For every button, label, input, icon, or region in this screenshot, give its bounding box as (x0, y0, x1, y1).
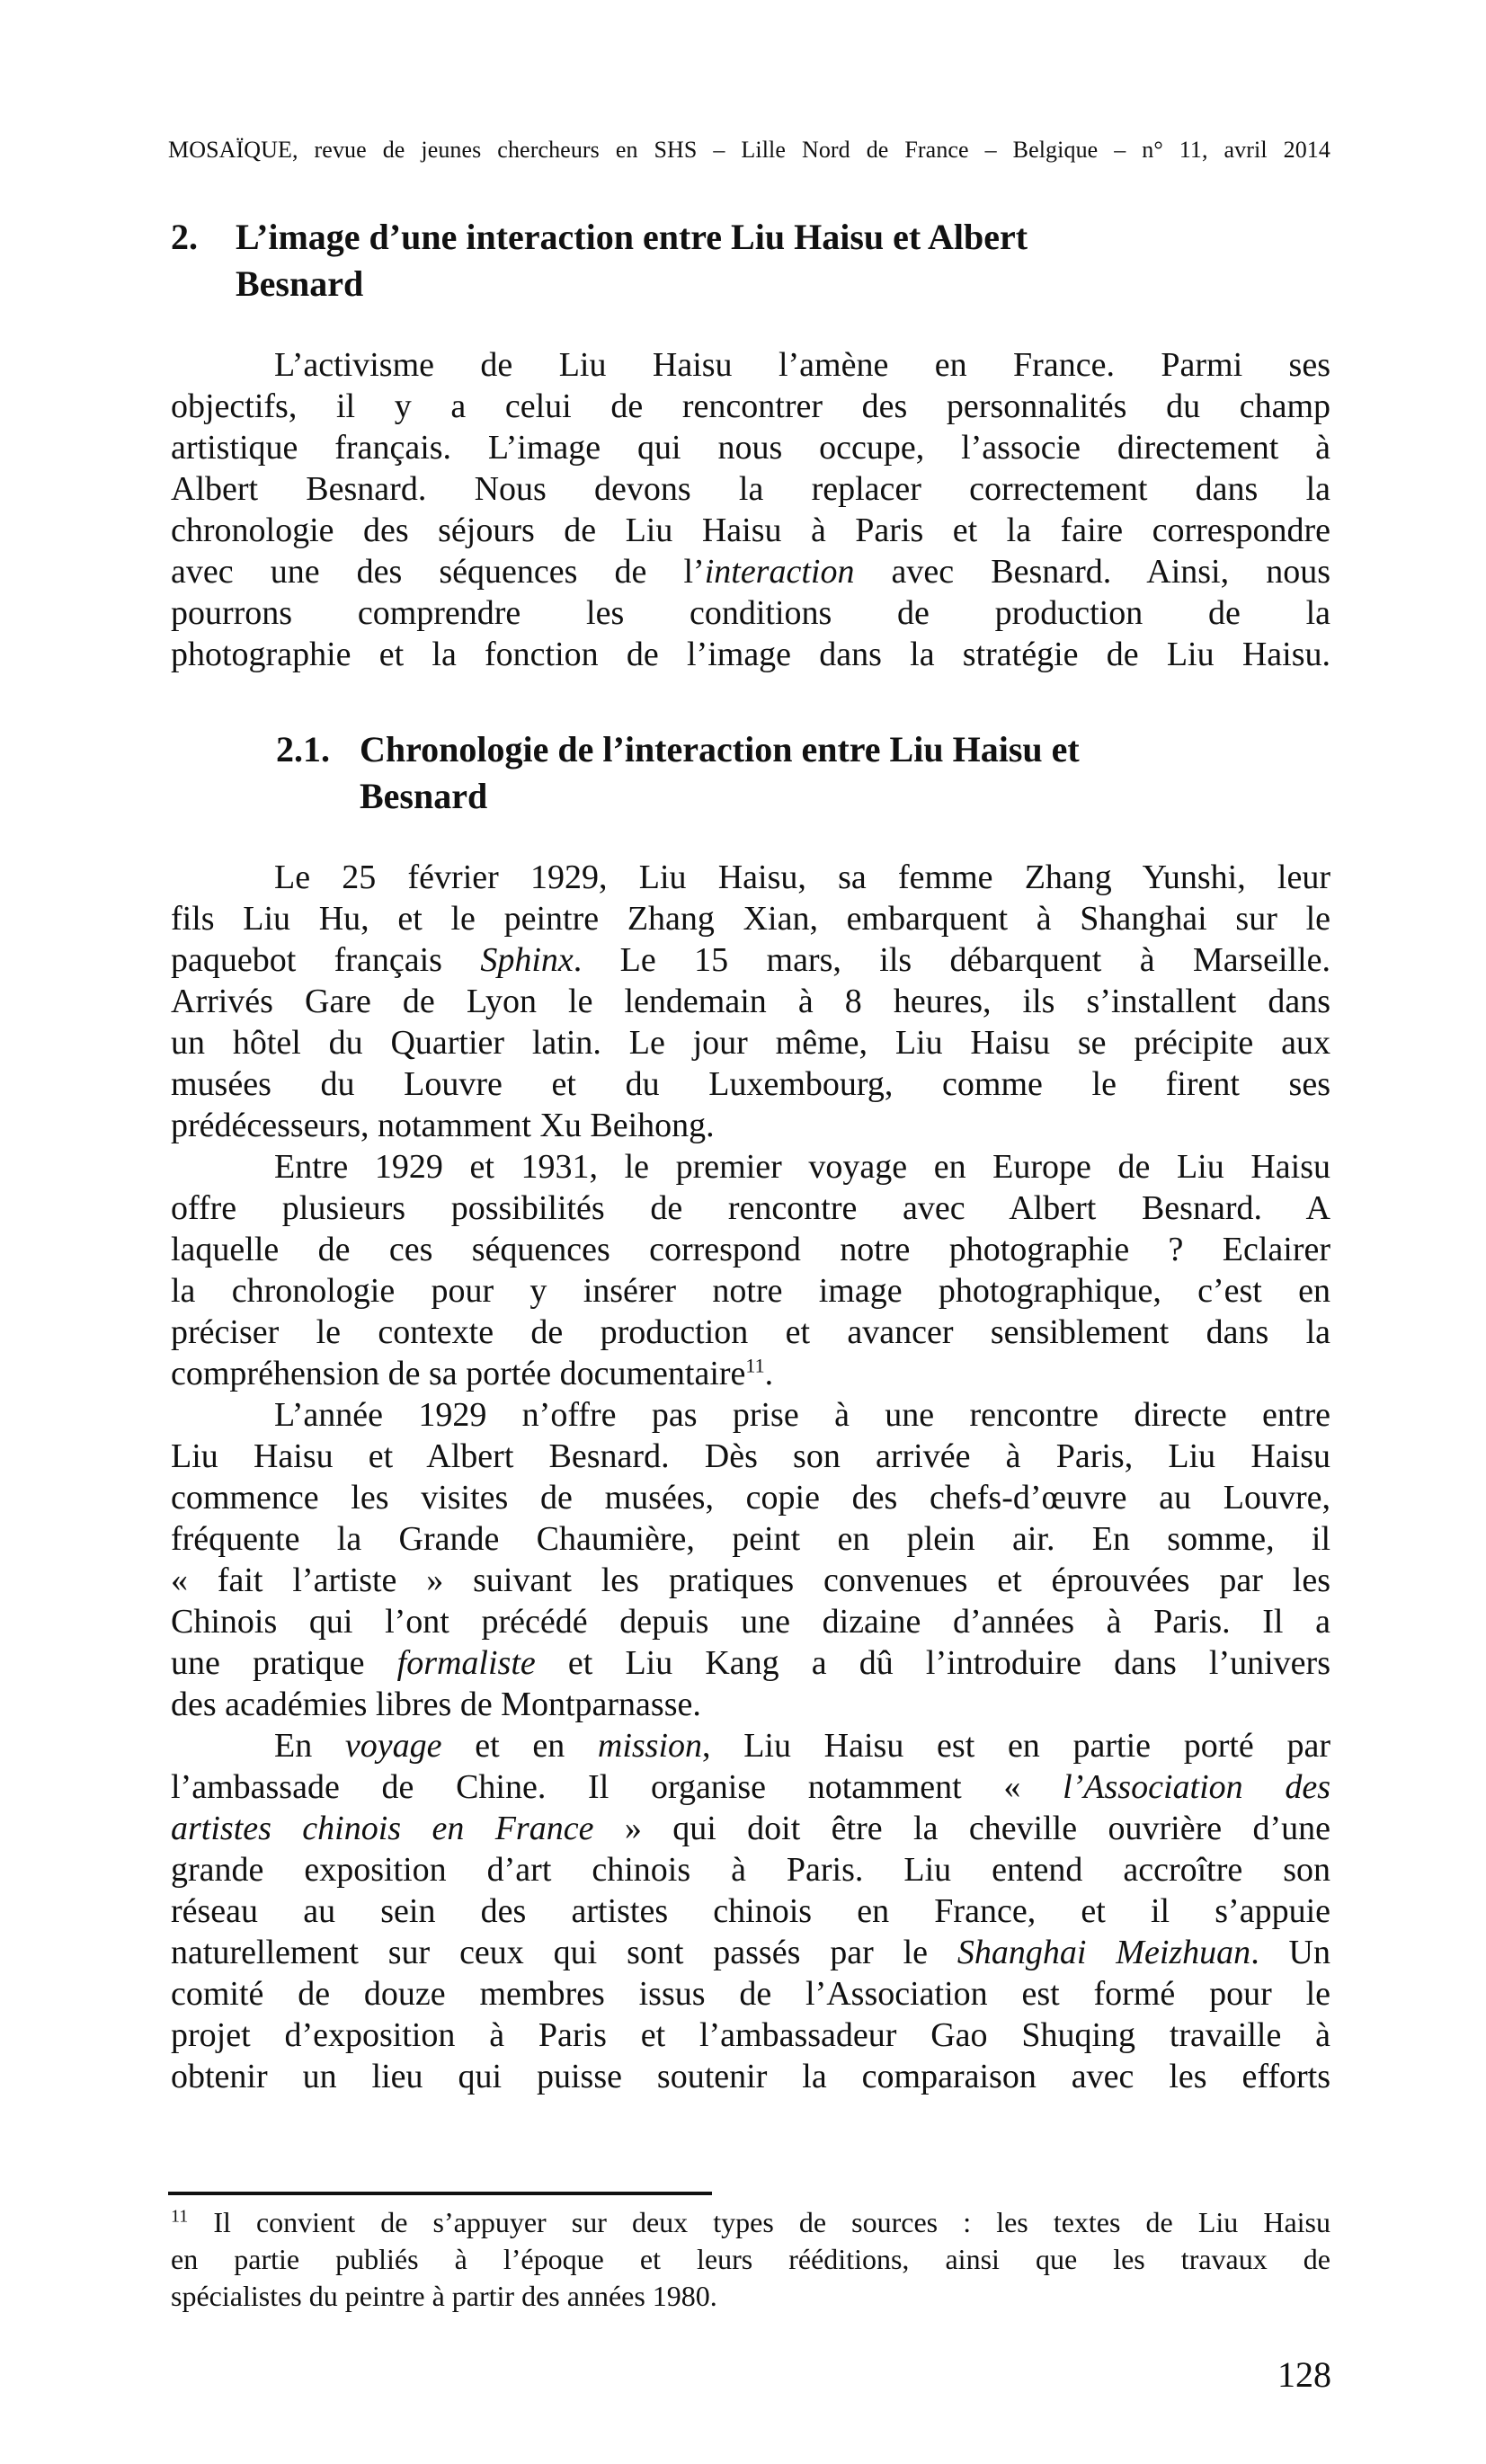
text-line (171, 1766, 1330, 1808)
section-title-line: Chronologie de l’interaction entre Liu Haisu et (360, 729, 1080, 769)
text-span: En (274, 1727, 345, 1765)
text-line: grande exposition d’art chinois à Paris. Liu entend accroître son (171, 1851, 1330, 1889)
text-span: une pratique (171, 1644, 397, 1682)
text-line: Albert Besnard. Nous devons la replacer correctement dans la (171, 470, 1330, 508)
text-line: Chinois qui l’ont précédé depuis une dizaine d’années à Paris. Il a (171, 1603, 1330, 1641)
italic-term: l’Association des (1063, 1768, 1330, 1806)
text-line: la chronologie pour y insérer notre image photographique, c’est en (171, 1272, 1330, 1310)
text-line (171, 1808, 1330, 1849)
text-line: projet d’exposition à Paris et l’ambassadeur Gao Shuqing travaille à (171, 2016, 1330, 2054)
section-number: 2.1. (276, 729, 330, 769)
text-span: » qui doit être la cheville ouvrière d’une (593, 1810, 1330, 1847)
text-span: l’ambassade de Chine. Il organise notamment « (171, 1768, 1063, 1806)
text-line (171, 1642, 1330, 1684)
italic-term: formaliste (396, 1644, 536, 1682)
section-title-line: Besnard (236, 263, 364, 304)
text-span: compréhension de sa portée documentaire (171, 1355, 746, 1392)
text-line: Le 25 février 1929, Liu Haisu, sa femme Zhang Yunshi, leur (274, 858, 1330, 896)
text-line: L’année 1929 n’offre pas prise à une rencontre directe entre (274, 1396, 1330, 1434)
text-span: Il convient de s’appuyer sur deux types de sources : les textes de Liu Haisu (188, 2206, 1330, 2238)
italic-term: Sphinx (480, 941, 574, 979)
text-line (171, 939, 1330, 981)
text-line: prédécesseurs, notamment Xu Beihong. (171, 1107, 715, 1144)
text-span: . Un (1250, 1934, 1330, 1971)
text-span: naturellement sur ceux qui sont passés par le (171, 1934, 957, 1971)
footnote-line: spécialistes du peintre à partir des années 1980. (171, 2280, 717, 2312)
text-span: et Liu Kang a dû l’introduire dans l’univers (535, 1644, 1330, 1682)
text-line: comité de douze membres issus de l’Association est formé pour le (171, 1975, 1330, 2013)
text-line: offre plusieurs possibilités de rencontre avec Albert Besnard. A (171, 1189, 1330, 1227)
footnote-number: 11 (171, 2206, 189, 2227)
text-span: , Liu Haisu est en partie porté par (702, 1727, 1330, 1765)
text-line: photographie et la fonction de l’image dans la stratégie de Liu Haisu. (171, 636, 1330, 673)
footnote-reference[interactable]: 11 (745, 1354, 765, 1377)
text-span: paquebot français (171, 941, 481, 979)
text-line: Liu Haisu et Albert Besnard. Dès son arrivée à Paris, Liu Haisu (171, 1437, 1330, 1475)
text-line: musées du Louvre et du Luxembourg, comme le firent ses (171, 1065, 1330, 1103)
text-span: . Le 15 mars, ils débarquent à Marseille. (573, 941, 1331, 979)
text-line: « fait l’artiste » suivant les pratiques convenues et éprouvées par les (171, 1561, 1330, 1599)
page-number: 128 (1277, 2354, 1331, 2395)
text-line: fils Liu Hu, et le peintre Zhang Xian, embarquent à Shanghai sur le (171, 900, 1330, 938)
text-line: L’activisme de Liu Haisu l’amène en France. Parmi ses (274, 346, 1330, 384)
text-line: Arrivés Gare de Lyon le lendemain à 8 heures, ils s’installent dans (171, 983, 1330, 1020)
text-line: objectifs, il y a celui de rencontrer des personnalités du champ (171, 387, 1330, 425)
text-span: avec une des séquences de l’ (171, 553, 705, 591)
italic-term: artistes chinois en France (171, 1810, 594, 1847)
section-number: 2. (171, 217, 198, 257)
text-line: chronologie des séjours de Liu Haisu à Paris et la faire correspondre (171, 511, 1330, 549)
text-line: Entre 1929 et 1931, le premier voyage en Europe de Liu Haisu (274, 1148, 1330, 1186)
text-line (171, 551, 1330, 592)
text-line (171, 1932, 1330, 1973)
text-line (274, 1725, 1330, 1766)
section-title-line: Besnard (360, 776, 488, 816)
text-line: pourrons comprendre les conditions de production de la (171, 594, 1330, 632)
italic-term: voyage (344, 1727, 442, 1765)
text-line: un hôtel du Quartier latin. Le jour même, Liu Haisu se précipite aux (171, 1024, 1330, 1062)
footnote-line (171, 2204, 1330, 2240)
section-title-line: L’image d’une interaction entre Liu Haisu et Albert (236, 217, 1028, 257)
italic-term: mission (597, 1727, 703, 1765)
text-line (171, 1353, 1330, 1394)
footnote-line: en partie publiés à l’époque et leurs rééditions, ainsi que les travaux de (171, 2243, 1330, 2275)
text-span: et en (441, 1727, 598, 1765)
text-line: artistique français. L’image qui nous occupe, l’associe directement à (171, 429, 1330, 467)
text-line: préciser le contexte de production et avancer sensiblement dans la (171, 1313, 1330, 1351)
text-line: commence les visites de musées, copie des chefs-d’œuvre au Louvre, (171, 1479, 1330, 1517)
text-line: obtenir un lieu qui puisse soutenir la comparaison avec les efforts (171, 2058, 1330, 2095)
text-span: avec Besnard. Ainsi, nous (854, 553, 1330, 591)
italic-term: Shanghai Meizhuan (957, 1934, 1251, 1971)
running-header: MOSAÏQUE, revue de jeunes chercheurs en SHS – Lille Nord de France – Belgique – n° 11, avril 2014 (168, 137, 1330, 163)
text-line: des académies libres de Montparnasse. (171, 1686, 701, 1723)
footnote-separator (168, 2192, 712, 2195)
text-line: fréquente la Grande Chaumière, peint en plein air. En somme, il (171, 1520, 1330, 1558)
text-span: . (764, 1355, 774, 1392)
text-line: laquelle de ces séquences correspond notre photographie ? Eclairer (171, 1231, 1330, 1268)
italic-term: interaction (704, 553, 855, 591)
text-line: réseau au sein des artistes chinois en France, et il s’appuie (171, 1892, 1330, 1930)
